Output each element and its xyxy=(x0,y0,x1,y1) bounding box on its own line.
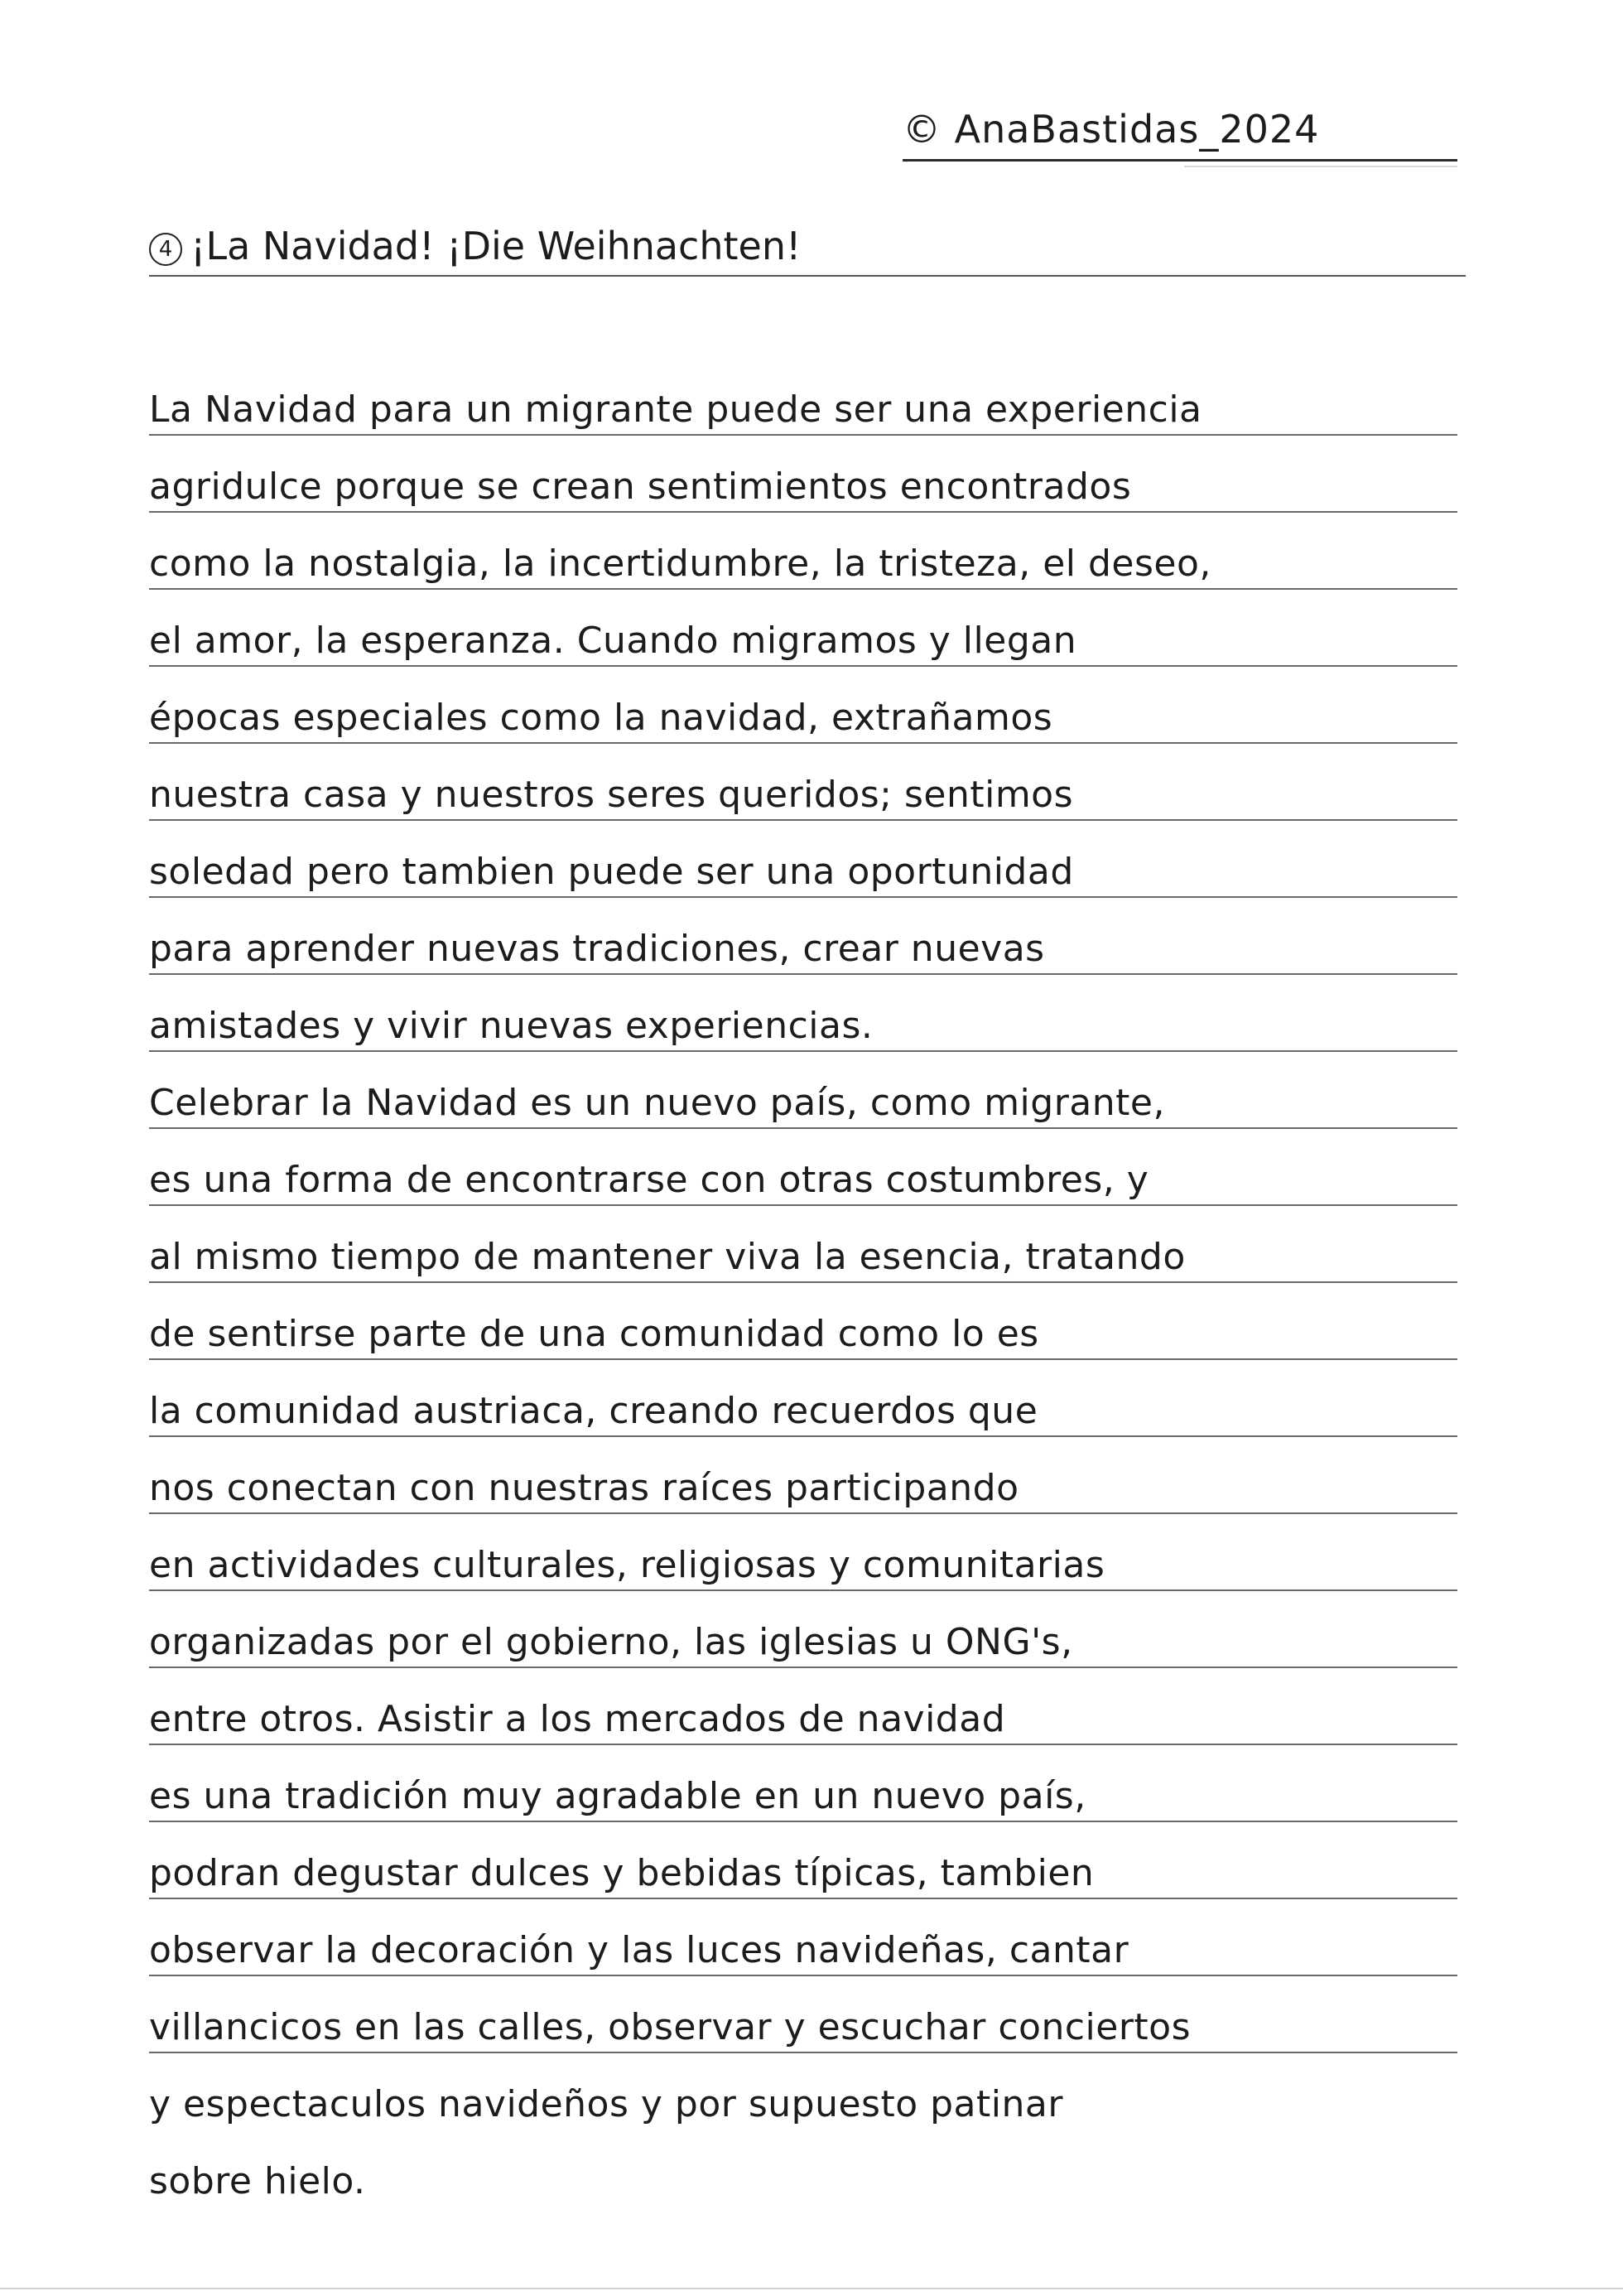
text-line-content: sobre hielo. xyxy=(149,2160,366,2202)
ruled-line xyxy=(149,1435,1457,1437)
text-line-content: de sentirse parte de una comunidad como lo es xyxy=(149,1313,1039,1355)
title-number-circle: 4 xyxy=(149,233,182,266)
text-line xyxy=(149,1295,1524,1372)
handwritten-text-body xyxy=(149,371,1524,2220)
text-line-content: agridulce porque se crean sentimientos encontrados xyxy=(149,465,1132,508)
text-line xyxy=(149,1372,1524,1449)
ruled-line xyxy=(149,1744,1457,1745)
page-bottom-edge xyxy=(0,2288,1623,2289)
ruled-line xyxy=(149,1821,1457,1822)
text-line-content: es una forma de encontrarse con otras costumbres, y xyxy=(149,1159,1149,1201)
text-line-content: podran degustar dulces y bebidas típicas, tambien xyxy=(149,1852,1095,1894)
ruled-line xyxy=(149,588,1457,590)
text-line-content: el amor, la esperanza. Cuando migramos y llegan xyxy=(149,620,1077,662)
text-line-content: organizadas por el gobierno, las iglesias u ONG's, xyxy=(149,1621,1073,1663)
text-line xyxy=(149,371,1524,448)
text-line xyxy=(149,448,1524,525)
text-line-content: al mismo tiempo de mantener viva la esencia, tratando xyxy=(149,1236,1186,1278)
text-line-content: épocas especiales como la navidad, extrañamos xyxy=(149,697,1053,739)
text-line-content: para aprender nuevas tradiciones, crear nuevas xyxy=(149,928,1045,970)
text-line xyxy=(149,1218,1524,1295)
text-line-content: villancicos en las calles, observar y escuchar conciertos xyxy=(149,2006,1192,2048)
text-line xyxy=(149,756,1524,833)
ruled-line xyxy=(149,1050,1457,1052)
text-line xyxy=(149,833,1524,910)
ruled-line xyxy=(149,1281,1457,1283)
text-line xyxy=(149,1912,1524,1989)
text-line-content: observar la decoración y las luces navideñas, cantar xyxy=(149,1929,1129,1971)
text-line xyxy=(149,1835,1524,1912)
text-line-content: soledad pero tambien puede ser una oportunidad xyxy=(149,851,1074,893)
ruled-line xyxy=(149,665,1457,667)
ruled-line xyxy=(149,1975,1457,1976)
text-line xyxy=(149,1681,1524,1758)
ruled-line xyxy=(149,1204,1457,1206)
text-line xyxy=(149,525,1524,602)
ruled-line xyxy=(149,1667,1457,1668)
text-line-content: La Navidad para un migrante puede ser una experiencia xyxy=(149,388,1202,431)
text-line-content: es una tradición muy agradable en un nuevo país, xyxy=(149,1775,1086,1817)
copyright-notice: © AnaBastidas_2024 xyxy=(903,99,1457,162)
ruled-line xyxy=(149,1512,1457,1514)
text-line xyxy=(149,910,1524,987)
text-line xyxy=(149,1527,1524,1604)
text-line xyxy=(149,1758,1524,1835)
page-title: ¡La Navidad! ¡Die Weihnachten! xyxy=(190,224,802,268)
text-line-content: Celebrar la Navidad es un nuevo país, como migrante, xyxy=(149,1082,1165,1124)
text-line-content: como la nostalgia, la incertidumbre, la tristeza, el deseo, xyxy=(149,543,1211,585)
page-title-row xyxy=(149,217,1466,277)
text-line-content: entre otros. Asistir a los mercados de navidad xyxy=(149,1698,1006,1740)
ruled-line xyxy=(149,1127,1457,1129)
ruled-line xyxy=(149,819,1457,821)
ruled-line xyxy=(149,1589,1457,1591)
text-line xyxy=(149,1449,1524,1527)
ruled-line xyxy=(149,511,1457,513)
ruled-line xyxy=(149,1898,1457,1899)
text-line xyxy=(149,1989,1524,2066)
text-line-content: amistades y vivir nuevas experiencias. xyxy=(149,1005,874,1047)
ruled-line xyxy=(149,1358,1457,1360)
text-line xyxy=(149,1064,1524,1141)
ruled-line xyxy=(149,742,1457,744)
text-line xyxy=(149,2143,1524,2220)
text-line xyxy=(149,987,1524,1064)
text-line xyxy=(149,2066,1524,2143)
text-line-content: en actividades culturales, religiosas y comunitarias xyxy=(149,1544,1105,1586)
text-line-content: nuestra casa y nuestros seres queridos; sentimos xyxy=(149,774,1074,816)
text-line-content: la comunidad austriaca, creando recuerdos que xyxy=(149,1390,1038,1432)
text-line xyxy=(149,602,1524,679)
text-line xyxy=(149,679,1524,756)
ruled-line xyxy=(149,434,1457,436)
text-line xyxy=(149,1604,1524,1681)
text-line-content: nos conectan con nuestras raíces participando xyxy=(149,1467,1019,1509)
ruled-line xyxy=(149,973,1457,975)
faint-ruled-line xyxy=(1184,166,1457,167)
ruled-line xyxy=(149,2052,1457,2053)
text-line-content: y espectaculos navideños y por supuesto patinar xyxy=(149,2083,1063,2125)
ruled-line xyxy=(149,896,1457,898)
text-line xyxy=(149,1141,1524,1218)
